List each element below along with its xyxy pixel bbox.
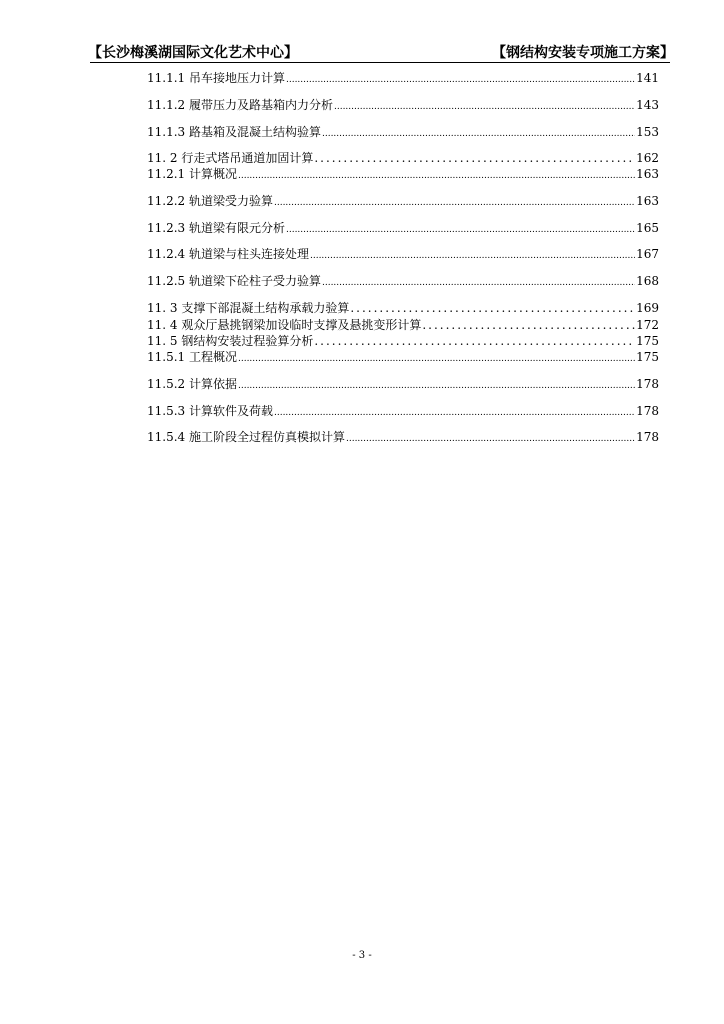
toc-leader-dots — [286, 72, 635, 88]
toc-entry-title: 11.1.2 履带压力及路基箱内力分析 — [147, 98, 333, 112]
toc-entry-title: 11. 2 行走式塔吊通道加固计算 — [147, 151, 314, 165]
toc-page-number: 153 — [636, 125, 659, 139]
toc-entry[interactable] — [147, 333, 659, 349]
toc-page-number: 165 — [636, 221, 659, 235]
toc-entry-title: 11.5.1 工程概况 — [147, 350, 237, 364]
toc-page-number: 141 — [636, 71, 659, 85]
toc-leader-dots — [334, 99, 635, 115]
toc-entry[interactable] — [147, 300, 659, 316]
toc-page-number: 178 — [636, 404, 659, 418]
toc-page-number: 168 — [636, 274, 659, 288]
page-footer — [0, 950, 724, 961]
toc-page-number: 162 — [636, 151, 659, 165]
toc-page-number: 167 — [636, 247, 659, 261]
toc-entry[interactable] — [147, 220, 659, 238]
toc-leader-dots — [350, 300, 635, 316]
toc-page-number: 178 — [636, 377, 659, 391]
toc-entry-title: 11.1.1 吊车接地压力计算 — [147, 71, 285, 85]
toc-entry-title: 11. 3 支撑下部混凝土结构承载力验算 — [147, 301, 350, 315]
toc-leader-dots — [346, 431, 635, 447]
toc-entry-title: 11.5.2 计算依据 — [147, 377, 237, 391]
toc-entry-title: 11. 4 观众厅悬挑钢梁加设临时支撑及悬挑变形计算 — [147, 318, 422, 332]
toc-leader-dots — [314, 333, 635, 349]
toc-leader-dots — [422, 317, 635, 333]
toc-entry[interactable] — [147, 166, 659, 184]
toc-leader-dots — [274, 405, 635, 421]
toc-entry-title: 11.2.4 轨道梁与柱头连接处理 — [147, 247, 309, 261]
toc-entry[interactable] — [147, 97, 659, 115]
toc-leader-dots — [314, 150, 635, 166]
toc-entry[interactable] — [147, 70, 659, 88]
toc-page-number: 163 — [636, 167, 659, 181]
header-document-title: 【钢结构安装专项施工方案】 — [492, 45, 674, 61]
toc-leader-dots — [322, 126, 635, 142]
toc-entry[interactable] — [147, 317, 659, 333]
toc-entry-title: 11.5.4 施工阶段全过程仿真模拟计算 — [147, 430, 345, 444]
toc-leader-dots — [274, 195, 635, 211]
toc-leader-dots — [238, 351, 635, 367]
toc-page-number: 172 — [636, 318, 659, 332]
toc-page-number: 175 — [636, 350, 659, 364]
toc-page-number: 175 — [636, 334, 659, 348]
toc-leader-dots — [310, 248, 635, 264]
toc-entry[interactable] — [147, 246, 659, 264]
toc-page-number: 163 — [636, 194, 659, 208]
toc-entry[interactable] — [147, 124, 659, 142]
toc-entry-title: 11.5.3 计算软件及荷载 — [147, 404, 273, 418]
toc-page-number: 143 — [636, 98, 659, 112]
toc-leader-dots — [322, 275, 635, 291]
toc-entry[interactable] — [147, 376, 659, 394]
toc-page-number: 169 — [636, 301, 659, 315]
toc-entry-title: 11.2.2 轨道梁受力验算 — [147, 194, 273, 208]
toc-entry[interactable] — [147, 150, 659, 166]
header-project-title: 【长沙梅溪湖国际文化艺术中心】 — [88, 45, 298, 61]
page-number: - 3 - — [352, 950, 372, 961]
toc-entry-title: 11.2.1 计算概况 — [147, 167, 237, 181]
toc-leader-dots — [238, 168, 635, 184]
toc-entry[interactable] — [147, 429, 659, 447]
toc-entry[interactable] — [147, 273, 659, 291]
toc-entry[interactable] — [147, 403, 659, 421]
toc-entry-title: 11. 5 钢结构安装过程验算分析 — [147, 334, 314, 348]
toc-leader-dots — [238, 378, 635, 394]
toc-leader-dots — [286, 222, 635, 238]
toc-page-number: 178 — [636, 430, 659, 444]
page-header — [88, 40, 674, 63]
toc-entry-title: 11.2.5 轨道梁下砼柱子受力验算 — [147, 274, 321, 288]
toc-entry-title: 11.2.3 轨道梁有限元分析 — [147, 221, 285, 235]
toc-entry-title: 11.1.3 路基箱及混凝土结构验算 — [147, 125, 321, 139]
toc-entry[interactable] — [147, 193, 659, 211]
toc-entry[interactable] — [147, 349, 659, 367]
